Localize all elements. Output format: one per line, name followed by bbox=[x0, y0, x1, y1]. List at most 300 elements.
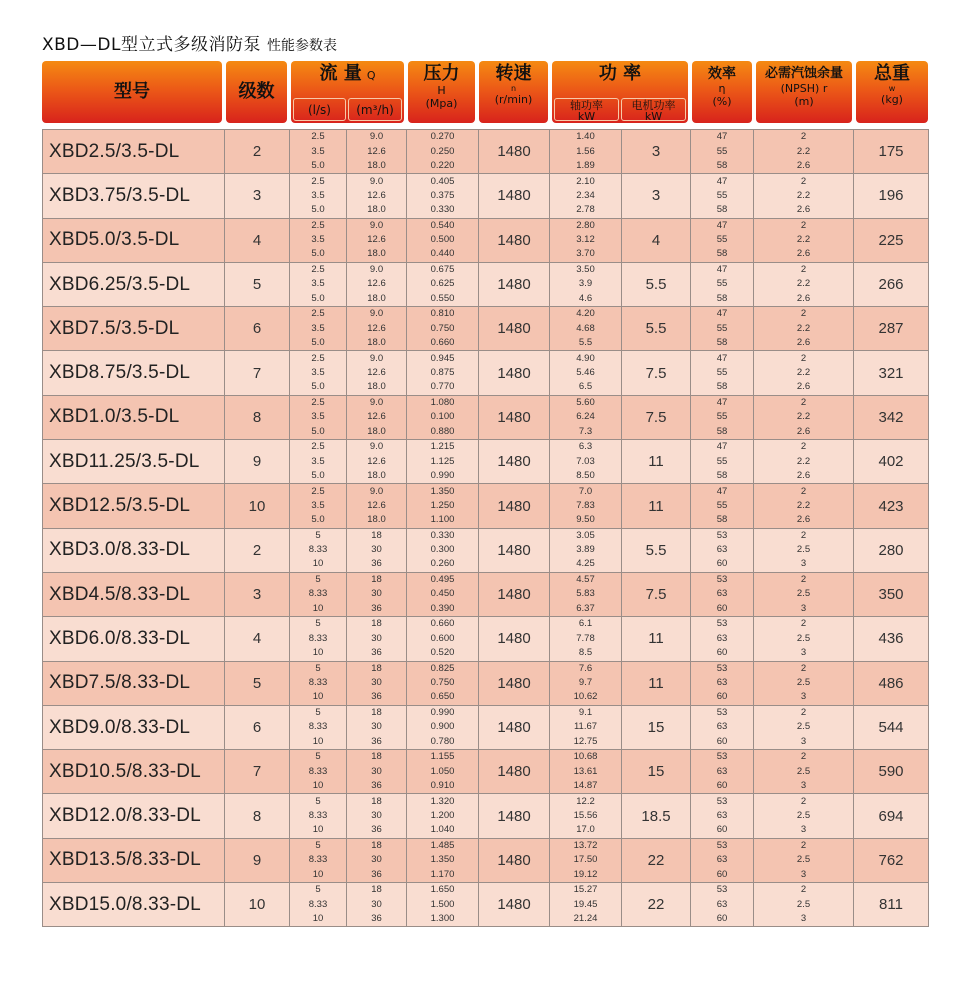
cell-npsh-value: 2 bbox=[800, 795, 807, 807]
table-row bbox=[43, 218, 929, 262]
cell-npsh bbox=[754, 838, 854, 882]
cell-flow-ls bbox=[290, 838, 347, 882]
cell-weight: 436 bbox=[854, 617, 929, 661]
cell-npsh bbox=[754, 572, 854, 616]
cell-pressure-value: 1.200 bbox=[430, 809, 455, 821]
cell-flow-ls-value: 5 bbox=[315, 707, 321, 719]
cell-pressure-value: 0.375 bbox=[430, 189, 455, 201]
cell-shaft-power bbox=[550, 174, 622, 218]
cell-flow-m3h-value: 18 bbox=[371, 884, 382, 896]
cell-shaft-power bbox=[550, 395, 622, 439]
cell-speed: 1480 bbox=[479, 218, 550, 262]
cell-shaft-power-value: 17.0 bbox=[576, 824, 595, 836]
cell-model: XBD12.5/3.5-DL bbox=[43, 484, 225, 528]
cell-weight: 423 bbox=[854, 484, 929, 528]
cell-speed: 1480 bbox=[479, 307, 550, 351]
cell-efficiency-value: 55 bbox=[716, 189, 728, 201]
page-title bbox=[42, 33, 642, 57]
cell-npsh-value: 2 bbox=[800, 618, 807, 630]
header-speed-unit: (r/min) bbox=[494, 93, 533, 106]
cell-pressure-value: 0.440 bbox=[430, 248, 455, 260]
cell-motor-power: 7.5 bbox=[622, 395, 691, 439]
cell-stages: 10 bbox=[225, 883, 290, 927]
cell-pressure-value: 0.495 bbox=[430, 574, 455, 586]
cell-pressure-value: 0.900 bbox=[430, 721, 455, 733]
cell-npsh-value: 2.6 bbox=[796, 159, 811, 171]
cell-npsh bbox=[754, 218, 854, 262]
cell-shaft-power-value: 8.5 bbox=[578, 647, 593, 659]
cell-flow-ls-value: 3.5 bbox=[311, 499, 325, 511]
cell-model: XBD15.0/8.33-DL bbox=[43, 883, 225, 927]
cell-shaft-power-value: 13.72 bbox=[573, 839, 598, 851]
cell-pressure bbox=[407, 174, 479, 218]
cell-motor-power: 15 bbox=[622, 750, 691, 794]
cell-shaft-power-value: 7.0 bbox=[578, 485, 593, 497]
cell-npsh-value: 2.2 bbox=[796, 455, 811, 467]
cell-efficiency-value: 63 bbox=[716, 677, 728, 689]
cell-pressure-value: 1.320 bbox=[430, 795, 455, 807]
cell-npsh-value: 2.5 bbox=[796, 721, 811, 733]
cell-flow-m3h-value: 12.6 bbox=[367, 455, 386, 467]
cell-pressure-value: 0.780 bbox=[430, 735, 455, 747]
cell-flow-m3h-value: 30 bbox=[371, 854, 382, 866]
cell-pressure-value: 0.825 bbox=[430, 662, 455, 674]
cell-flow-m3h bbox=[347, 262, 407, 306]
cell-shaft-power bbox=[550, 130, 622, 174]
cell-flow-ls-value: 5 bbox=[315, 884, 321, 896]
cell-efficiency-value: 47 bbox=[716, 219, 728, 231]
cell-pressure bbox=[407, 307, 479, 351]
cell-efficiency-value: 55 bbox=[716, 234, 728, 246]
cell-model: XBD6.25/3.5-DL bbox=[43, 262, 225, 306]
cell-npsh-value: 2.2 bbox=[796, 499, 811, 511]
cell-flow-ls-value: 3.5 bbox=[311, 455, 325, 467]
cell-pressure-value: 0.500 bbox=[430, 234, 455, 246]
cell-speed: 1480 bbox=[479, 528, 550, 572]
header-stages bbox=[226, 61, 287, 123]
cell-motor-power: 11 bbox=[622, 440, 691, 484]
cell-shaft-power-value: 3.50 bbox=[576, 264, 595, 276]
cell-pressure-value: 0.945 bbox=[430, 352, 455, 364]
cell-stages: 5 bbox=[225, 262, 290, 306]
cell-shaft-power-value: 4.20 bbox=[576, 308, 595, 320]
header-efficiency-unit: (%) bbox=[712, 95, 732, 108]
cell-efficiency-value: 47 bbox=[716, 131, 728, 143]
cell-efficiency-value: 60 bbox=[716, 647, 728, 659]
cell-flow-ls-value: 5 bbox=[315, 574, 321, 586]
header-stages-label: 级数 bbox=[238, 81, 275, 102]
header-npsh-unit: (m) bbox=[794, 95, 814, 108]
cell-efficiency bbox=[691, 661, 754, 705]
cell-pressure bbox=[407, 883, 479, 927]
cell-npsh-value: 2.2 bbox=[796, 366, 811, 378]
title-main: XBD—DL型立式多级消防泵 bbox=[42, 35, 261, 55]
cell-flow-ls-value: 2.5 bbox=[311, 175, 325, 187]
cell-stages: 10 bbox=[225, 484, 290, 528]
cell-npsh-value: 2 bbox=[800, 751, 807, 763]
cell-flow-m3h-value: 12.6 bbox=[367, 234, 386, 246]
cell-pressure-value: 1.125 bbox=[430, 455, 455, 467]
cell-pressure bbox=[407, 262, 479, 306]
cell-shaft-power-value: 19.45 bbox=[573, 898, 598, 910]
cell-shaft-power-value: 4.68 bbox=[576, 322, 595, 334]
header-flow bbox=[291, 61, 404, 123]
cell-efficiency-value: 58 bbox=[716, 159, 728, 171]
cell-npsh-value: 2 bbox=[800, 219, 807, 231]
cell-efficiency-value: 63 bbox=[716, 632, 728, 644]
cell-weight: 544 bbox=[854, 705, 929, 749]
cell-shaft-power bbox=[550, 661, 622, 705]
cell-npsh-value: 2 bbox=[800, 441, 807, 453]
cell-pressure-value: 0.990 bbox=[430, 469, 455, 481]
cell-pressure bbox=[407, 572, 479, 616]
cell-shaft-power bbox=[550, 705, 622, 749]
cell-stages: 7 bbox=[225, 750, 290, 794]
cell-flow-ls-value: 5 bbox=[315, 618, 321, 630]
table-row bbox=[43, 262, 929, 306]
cell-stages: 3 bbox=[225, 572, 290, 616]
cell-shaft-power-value: 4.57 bbox=[576, 574, 595, 586]
cell-motor-power: 7.5 bbox=[622, 572, 691, 616]
cell-shaft-power-value: 3.70 bbox=[576, 248, 595, 260]
cell-stages: 2 bbox=[225, 528, 290, 572]
header-shaft-power-label: 轴功率 bbox=[570, 99, 603, 112]
cell-motor-power: 18.5 bbox=[622, 794, 691, 838]
cell-stages: 6 bbox=[225, 307, 290, 351]
cell-efficiency-value: 55 bbox=[716, 366, 728, 378]
cell-pressure-value: 0.910 bbox=[430, 779, 455, 791]
cell-pressure-value: 0.750 bbox=[430, 322, 455, 334]
header-model bbox=[42, 61, 222, 123]
cell-shaft-power-value: 1.89 bbox=[576, 159, 595, 171]
cell-pressure-value: 1.250 bbox=[430, 499, 455, 511]
cell-npsh-value: 2.6 bbox=[796, 381, 811, 393]
cell-efficiency-value: 47 bbox=[716, 396, 728, 408]
cell-pressure-value: 0.250 bbox=[430, 145, 455, 157]
cell-efficiency-value: 60 bbox=[716, 779, 728, 791]
header-flow-unit-m3h: (m³/h) bbox=[348, 98, 402, 121]
cell-flow-m3h bbox=[347, 750, 407, 794]
cell-flow-ls bbox=[290, 307, 347, 351]
cell-motor-power: 3 bbox=[622, 174, 691, 218]
cell-efficiency-value: 55 bbox=[716, 278, 728, 290]
cell-flow-ls-value: 5.0 bbox=[311, 469, 325, 481]
cell-shaft-power-value: 12.75 bbox=[573, 735, 598, 747]
cell-shaft-power-value: 7.78 bbox=[576, 632, 595, 644]
cell-npsh-value: 2.6 bbox=[796, 292, 811, 304]
cell-weight: 342 bbox=[854, 395, 929, 439]
cell-shaft-power bbox=[550, 794, 622, 838]
cell-shaft-power-value: 8.50 bbox=[576, 469, 595, 481]
cell-shaft-power bbox=[550, 572, 622, 616]
cell-speed: 1480 bbox=[479, 883, 550, 927]
cell-speed: 1480 bbox=[479, 838, 550, 882]
cell-speed: 1480 bbox=[479, 484, 550, 528]
cell-flow-m3h bbox=[347, 572, 407, 616]
cell-pressure-value: 1.350 bbox=[430, 485, 455, 497]
cell-shaft-power-value: 19.12 bbox=[573, 868, 598, 880]
cell-flow-ls bbox=[290, 617, 347, 661]
cell-npsh bbox=[754, 174, 854, 218]
cell-flow-m3h bbox=[347, 484, 407, 528]
cell-shaft-power-value: 13.61 bbox=[573, 765, 598, 777]
table-row bbox=[43, 395, 929, 439]
cell-pressure-value: 0.220 bbox=[430, 159, 455, 171]
cell-npsh bbox=[754, 705, 854, 749]
cell-flow-m3h bbox=[347, 174, 407, 218]
cell-stages: 5 bbox=[225, 661, 290, 705]
table-row bbox=[43, 794, 929, 838]
header-pressure-label: 压力 bbox=[423, 63, 460, 84]
cell-flow-m3h-value: 9.0 bbox=[369, 485, 384, 497]
cell-pressure-value: 0.540 bbox=[430, 219, 455, 231]
cell-weight: 225 bbox=[854, 218, 929, 262]
cell-flow-ls-value: 3.5 bbox=[311, 278, 325, 290]
cell-flow-ls-value: 8.33 bbox=[308, 854, 328, 866]
cell-flow-ls-value: 2.5 bbox=[311, 485, 325, 497]
header-weight-unit: (kg) bbox=[881, 93, 903, 106]
cell-model: XBD6.0/8.33-DL bbox=[43, 617, 225, 661]
cell-pressure bbox=[407, 440, 479, 484]
cell-shaft-power-value: 2.34 bbox=[576, 189, 595, 201]
header-efficiency bbox=[692, 61, 752, 123]
cell-efficiency-value: 58 bbox=[716, 292, 728, 304]
header-model-label: 型号 bbox=[114, 81, 150, 102]
cell-shaft-power-value: 6.1 bbox=[578, 618, 593, 630]
header-efficiency-label: 效率 bbox=[708, 66, 736, 82]
cell-efficiency-value: 63 bbox=[716, 854, 728, 866]
cell-npsh-value: 3 bbox=[800, 602, 807, 614]
cell-flow-m3h-value: 18.0 bbox=[367, 292, 386, 304]
cell-flow-m3h bbox=[347, 218, 407, 262]
header-flow-label: 流 量 bbox=[319, 63, 362, 84]
cell-pressure bbox=[407, 617, 479, 661]
cell-stages: 7 bbox=[225, 351, 290, 395]
cell-speed: 1480 bbox=[479, 750, 550, 794]
cell-flow-m3h-value: 12.6 bbox=[367, 278, 386, 290]
header-npsh-symbol: (NPSH) r bbox=[780, 82, 828, 95]
cell-efficiency-value: 60 bbox=[716, 558, 728, 570]
cell-npsh-value: 2.6 bbox=[796, 204, 811, 216]
cell-flow-m3h bbox=[347, 528, 407, 572]
cell-weight: 811 bbox=[854, 883, 929, 927]
cell-shaft-power bbox=[550, 883, 622, 927]
cell-model: XBD10.5/8.33-DL bbox=[43, 750, 225, 794]
cell-flow-m3h-value: 18.0 bbox=[367, 204, 386, 216]
cell-pressure-value: 1.050 bbox=[430, 765, 455, 777]
cell-efficiency-value: 58 bbox=[716, 336, 728, 348]
header-power bbox=[552, 61, 688, 123]
cell-pressure bbox=[407, 395, 479, 439]
cell-pressure bbox=[407, 705, 479, 749]
cell-flow-ls-value: 10 bbox=[312, 735, 324, 747]
cell-flow-ls-value: 10 bbox=[312, 912, 324, 924]
header-shaft-power-unit: kW bbox=[577, 110, 596, 123]
cell-shaft-power-value: 9.50 bbox=[576, 514, 595, 526]
header-pressure bbox=[408, 61, 475, 123]
cell-shaft-power-value: 9.7 bbox=[578, 677, 593, 689]
cell-efficiency bbox=[691, 440, 754, 484]
table-row bbox=[43, 617, 929, 661]
cell-flow-ls bbox=[290, 794, 347, 838]
cell-shaft-power-value: 21.24 bbox=[573, 912, 598, 924]
cell-npsh-value: 2.5 bbox=[796, 588, 811, 600]
cell-motor-power: 11 bbox=[622, 617, 691, 661]
cell-flow-ls-value: 5.0 bbox=[311, 204, 325, 216]
cell-flow-m3h-value: 9.0 bbox=[369, 264, 384, 276]
cell-efficiency bbox=[691, 617, 754, 661]
cell-speed: 1480 bbox=[479, 794, 550, 838]
cell-pressure bbox=[407, 218, 479, 262]
cell-efficiency-value: 55 bbox=[716, 499, 728, 511]
cell-flow-ls bbox=[290, 218, 347, 262]
cell-model: XBD1.0/3.5-DL bbox=[43, 395, 225, 439]
cell-flow-ls-value: 8.33 bbox=[308, 809, 328, 821]
cell-shaft-power-value: 5.5 bbox=[578, 336, 593, 348]
header-flow-symbol: Q bbox=[366, 69, 376, 82]
cell-flow-m3h-value: 18 bbox=[371, 574, 382, 586]
cell-model: XBD13.5/8.33-DL bbox=[43, 838, 225, 882]
cell-npsh-value: 2 bbox=[800, 839, 807, 851]
cell-shaft-power-value: 7.6 bbox=[578, 662, 593, 674]
cell-npsh-value: 2 bbox=[800, 396, 807, 408]
cell-shaft-power-value: 15.56 bbox=[573, 809, 598, 821]
header-power-label: 功 率 bbox=[598, 63, 642, 84]
cell-flow-ls-value: 10 bbox=[312, 691, 324, 703]
cell-efficiency bbox=[691, 883, 754, 927]
cell-flow-ls bbox=[290, 174, 347, 218]
cell-stages: 6 bbox=[225, 705, 290, 749]
cell-efficiency bbox=[691, 307, 754, 351]
cell-pressure-value: 1.300 bbox=[430, 912, 455, 924]
cell-flow-ls-value: 8.33 bbox=[308, 588, 328, 600]
cell-motor-power: 7.5 bbox=[622, 351, 691, 395]
cell-stages: 8 bbox=[225, 794, 290, 838]
cell-efficiency-value: 53 bbox=[716, 884, 728, 896]
header-npsh bbox=[756, 61, 852, 123]
cell-npsh bbox=[754, 130, 854, 174]
cell-efficiency-value: 53 bbox=[716, 618, 728, 630]
cell-flow-ls-value: 5.0 bbox=[311, 159, 325, 171]
cell-shaft-power-value: 4.6 bbox=[578, 292, 593, 304]
table-row bbox=[43, 572, 929, 616]
cell-shaft-power-value: 9.1 bbox=[578, 707, 593, 719]
cell-shaft-power bbox=[550, 528, 622, 572]
cell-pressure bbox=[407, 130, 479, 174]
cell-efficiency bbox=[691, 395, 754, 439]
cell-model: XBD5.0/3.5-DL bbox=[43, 218, 225, 262]
cell-flow-m3h-value: 36 bbox=[371, 602, 382, 614]
cell-flow-ls-value: 5 bbox=[315, 662, 321, 674]
cell-flow-m3h-value: 30 bbox=[371, 809, 382, 821]
cell-weight: 287 bbox=[854, 307, 929, 351]
cell-pressure-value: 0.875 bbox=[430, 366, 455, 378]
header-shaft-power bbox=[554, 98, 619, 121]
cell-npsh bbox=[754, 528, 854, 572]
cell-flow-ls-value: 10 bbox=[312, 868, 324, 880]
cell-flow-m3h-value: 18.0 bbox=[367, 514, 386, 526]
cell-flow-ls-value: 2.5 bbox=[311, 352, 325, 364]
cell-pressure-value: 1.215 bbox=[430, 441, 455, 453]
cell-shaft-power-value: 3.05 bbox=[576, 529, 595, 541]
cell-flow-m3h bbox=[347, 794, 407, 838]
cell-motor-power: 5.5 bbox=[622, 528, 691, 572]
cell-flow-ls-value: 2.5 bbox=[311, 308, 325, 320]
cell-flow-ls-value: 5 bbox=[315, 751, 321, 763]
cell-shaft-power bbox=[550, 484, 622, 528]
cell-efficiency-value: 53 bbox=[716, 795, 728, 807]
cell-model: XBD4.5/8.33-DL bbox=[43, 572, 225, 616]
cell-pressure-value: 0.260 bbox=[430, 558, 455, 570]
cell-flow-m3h bbox=[347, 883, 407, 927]
cell-efficiency-value: 47 bbox=[716, 264, 728, 276]
cell-npsh-value: 2.5 bbox=[796, 809, 811, 821]
cell-npsh bbox=[754, 262, 854, 306]
cell-efficiency bbox=[691, 351, 754, 395]
cell-flow-ls-value: 3.5 bbox=[311, 411, 325, 423]
performance-table bbox=[42, 129, 929, 927]
cell-shaft-power bbox=[550, 838, 622, 882]
cell-flow-m3h bbox=[347, 440, 407, 484]
header-flow-unit-ls: (l/s) bbox=[293, 98, 346, 121]
cell-pressure-value: 1.170 bbox=[430, 868, 455, 880]
cell-weight: 175 bbox=[854, 130, 929, 174]
cell-flow-m3h-value: 36 bbox=[371, 912, 382, 924]
cell-speed: 1480 bbox=[479, 395, 550, 439]
cell-shaft-power-value: 4.25 bbox=[576, 558, 595, 570]
table-row bbox=[43, 661, 929, 705]
cell-pressure-value: 0.550 bbox=[430, 292, 455, 304]
header-pressure-unit: (Mpa) bbox=[425, 97, 458, 110]
cell-pressure-value: 0.450 bbox=[430, 588, 455, 600]
cell-efficiency-value: 53 bbox=[716, 529, 728, 541]
cell-npsh-value: 2 bbox=[800, 175, 807, 187]
header-efficiency-symbol: η bbox=[718, 82, 726, 95]
cell-npsh-value: 2 bbox=[800, 264, 807, 276]
cell-efficiency-value: 47 bbox=[716, 175, 728, 187]
cell-flow-ls-value: 10 bbox=[312, 824, 324, 836]
cell-flow-m3h bbox=[347, 838, 407, 882]
header-speed-symbol: n bbox=[510, 84, 517, 93]
cell-pressure bbox=[407, 794, 479, 838]
cell-pressure-value: 1.155 bbox=[430, 751, 455, 763]
cell-shaft-power-value: 10.62 bbox=[573, 691, 598, 703]
cell-npsh-value: 2 bbox=[800, 884, 807, 896]
table-row bbox=[43, 528, 929, 572]
cell-flow-ls-value: 3.5 bbox=[311, 145, 325, 157]
cell-efficiency bbox=[691, 262, 754, 306]
cell-flow-m3h-value: 12.6 bbox=[367, 366, 386, 378]
cell-shaft-power-value: 7.83 bbox=[576, 499, 595, 511]
cell-npsh-value: 2.2 bbox=[796, 145, 811, 157]
header-weight-label: 总重 bbox=[874, 63, 910, 84]
cell-model: XBD7.5/8.33-DL bbox=[43, 661, 225, 705]
cell-pressure bbox=[407, 661, 479, 705]
cell-pressure-value: 0.880 bbox=[430, 425, 455, 437]
cell-flow-ls-value: 5.0 bbox=[311, 336, 325, 348]
cell-npsh-value: 2 bbox=[800, 574, 807, 586]
cell-flow-ls-value: 10 bbox=[312, 779, 324, 791]
cell-flow-m3h-value: 12.6 bbox=[367, 322, 386, 334]
cell-flow-m3h-value: 18.0 bbox=[367, 425, 386, 437]
cell-shaft-power bbox=[550, 750, 622, 794]
cell-efficiency-value: 63 bbox=[716, 809, 728, 821]
cell-pressure-value: 0.270 bbox=[430, 131, 455, 143]
cell-flow-m3h-value: 18.0 bbox=[367, 336, 386, 348]
cell-efficiency-value: 47 bbox=[716, 352, 728, 364]
cell-flow-m3h-value: 9.0 bbox=[369, 131, 384, 143]
cell-flow-m3h-value: 12.6 bbox=[367, 499, 386, 511]
